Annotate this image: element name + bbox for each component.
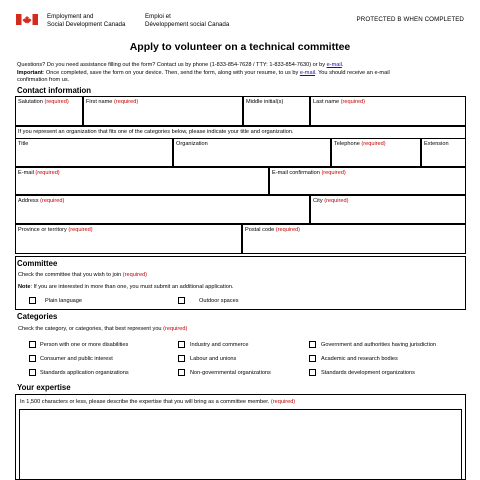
category-label-government: Government and authorities having jurisdiction bbox=[321, 342, 437, 348]
committee-heading: Committee bbox=[17, 259, 58, 268]
category-label-standards-application: Standards application organizations bbox=[40, 370, 129, 376]
outdoor-spaces-checkbox[interactable] bbox=[178, 297, 185, 304]
important-line2: confirmation from us. bbox=[17, 76, 70, 83]
questions-suffix: . bbox=[341, 62, 344, 68]
extension-label: Extension bbox=[424, 141, 449, 147]
province-field[interactable] bbox=[15, 224, 242, 254]
required-marker: (required) bbox=[321, 170, 346, 176]
category-checkbox-academic[interactable] bbox=[309, 355, 316, 362]
category-label-academic: Academic and research bodies bbox=[321, 356, 398, 362]
category-label-disabilities: Person with one or more disabilities bbox=[40, 342, 129, 348]
expertise-instruction bbox=[20, 399, 295, 405]
category-checkbox-disabilities[interactable] bbox=[29, 341, 36, 348]
middle-initials-field[interactable] bbox=[243, 96, 310, 126]
telephone-field[interactable] bbox=[331, 138, 421, 167]
middle-initials-label: Middle initial(s) bbox=[246, 99, 284, 105]
first-name-label: First name bbox=[86, 99, 113, 105]
required-marker: (required) bbox=[340, 99, 365, 105]
required-marker: (required) bbox=[113, 99, 139, 105]
title-label: Title bbox=[18, 141, 29, 147]
questions-email-link[interactable]: e-mail bbox=[326, 62, 342, 68]
salutation-field[interactable] bbox=[15, 96, 83, 126]
category-label-labour: Labour and unions bbox=[190, 356, 237, 362]
required-marker: (required) bbox=[324, 198, 349, 204]
address-label: Address bbox=[18, 198, 39, 204]
email-field[interactable] bbox=[15, 167, 269, 195]
required-marker: (required) bbox=[35, 170, 60, 176]
outdoor-spaces-label: Outdoor spaces bbox=[199, 298, 239, 304]
required-marker: (required) bbox=[163, 326, 188, 332]
extension-field[interactable] bbox=[421, 138, 466, 167]
email-label: E-mail bbox=[18, 170, 34, 176]
categories-heading: Categories bbox=[17, 312, 58, 321]
category-label-ngo: Non-governmental organizations bbox=[190, 370, 271, 376]
category-checkbox-ngo[interactable] bbox=[178, 369, 185, 376]
address-field[interactable] bbox=[15, 195, 310, 224]
last-name-field[interactable] bbox=[310, 96, 466, 126]
telephone-label: Telephone bbox=[334, 141, 360, 147]
note-label: Note bbox=[18, 284, 31, 290]
organization-field[interactable] bbox=[173, 138, 331, 167]
committee-note bbox=[18, 284, 233, 290]
last-name-label: Last name bbox=[313, 99, 340, 105]
important-notice bbox=[17, 70, 467, 83]
department-en-line2: Social Development Canada bbox=[47, 20, 126, 28]
important-email-link[interactable]: e-mail bbox=[299, 70, 316, 76]
city-label: City bbox=[313, 198, 323, 204]
committee-section bbox=[15, 256, 466, 310]
category-label-industry: Industry and commerce bbox=[190, 342, 249, 348]
department-name-en bbox=[47, 13, 125, 28]
required-marker: (required) bbox=[68, 227, 93, 233]
department-name-fr bbox=[145, 13, 229, 28]
expertise-heading: Your expertise bbox=[17, 383, 71, 392]
important-text: : Once completed, save the form on your device. Then, send the form, along with your resume, to us by bbox=[42, 70, 300, 76]
department-fr-line2: Développement social Canada bbox=[145, 20, 230, 28]
department-fr-line1: Emploi et bbox=[145, 13, 171, 20]
required-marker: (required) bbox=[40, 198, 65, 204]
required-marker: (required) bbox=[44, 99, 69, 105]
postal-code-label: Postal code bbox=[245, 227, 275, 233]
contact-heading: Contact information bbox=[17, 86, 92, 95]
email-confirmation-label: E-mail confirmation bbox=[272, 170, 320, 176]
canada-flag-icon bbox=[16, 14, 38, 25]
required-marker: (required) bbox=[270, 399, 296, 405]
title-field[interactable] bbox=[15, 138, 173, 167]
organization-note bbox=[15, 126, 466, 138]
category-checkbox-government[interactable] bbox=[309, 341, 316, 348]
committee-instruction bbox=[18, 272, 147, 278]
city-field[interactable] bbox=[310, 195, 466, 224]
category-label-standards-development: Standards development organizations bbox=[321, 370, 415, 376]
required-marker: (required) bbox=[122, 272, 148, 278]
important-label: Important bbox=[17, 70, 43, 76]
province-label: Province or territory bbox=[18, 227, 67, 233]
categories-instruction bbox=[18, 326, 187, 332]
category-checkbox-standards-application[interactable] bbox=[29, 369, 36, 376]
required-marker: (required) bbox=[275, 227, 301, 233]
organization-label: Organization bbox=[176, 141, 208, 147]
expertise-textarea[interactable] bbox=[19, 409, 462, 480]
category-checkbox-consumer[interactable] bbox=[29, 355, 36, 362]
protected-classification: PROTECTED B WHEN COMPLETED bbox=[356, 16, 464, 23]
department-en-line1: Employment and bbox=[47, 13, 94, 20]
category-checkbox-standards-development[interactable] bbox=[309, 369, 316, 376]
questions-text: Questions? Do you need assistance filling out the form? Contact us by phone (1-833-854-7628 / TTY: 1-833-854-7630) or by bbox=[17, 62, 327, 68]
note-text: : If you are interested in more than one, you must submit an additional application. bbox=[30, 284, 234, 290]
salutation-label: Salutation bbox=[18, 99, 43, 105]
organization-note-text: If you represent an organization that fits one of the categories below, please indicate your title and organization. bbox=[18, 129, 294, 135]
required-marker: (required) bbox=[361, 141, 386, 147]
postal-code-field[interactable] bbox=[242, 224, 466, 254]
category-checkbox-industry[interactable] bbox=[178, 341, 185, 348]
committee-instruction-text: Check the committee that you wish to join bbox=[18, 272, 122, 278]
first-name-field[interactable] bbox=[83, 96, 243, 126]
category-checkbox-labour[interactable] bbox=[178, 355, 185, 362]
category-label-consumer: Consumer and public interest bbox=[40, 356, 113, 362]
email-confirmation-field[interactable] bbox=[269, 167, 466, 195]
expertise-instruction-text: In 1,500 characters or less, please describe the expertise that you will bring as a committee member. bbox=[20, 399, 270, 405]
questions-line bbox=[17, 62, 467, 69]
important-suffix: . You should receive an e-mail bbox=[315, 70, 390, 76]
categories-instruction-text: Check the category, or categories, that best represent you bbox=[18, 326, 162, 332]
page-title: Apply to volunteer on a technical committee bbox=[129, 41, 351, 53]
plain-language-checkbox[interactable] bbox=[29, 297, 36, 304]
plain-language-label: Plain language bbox=[45, 298, 83, 304]
